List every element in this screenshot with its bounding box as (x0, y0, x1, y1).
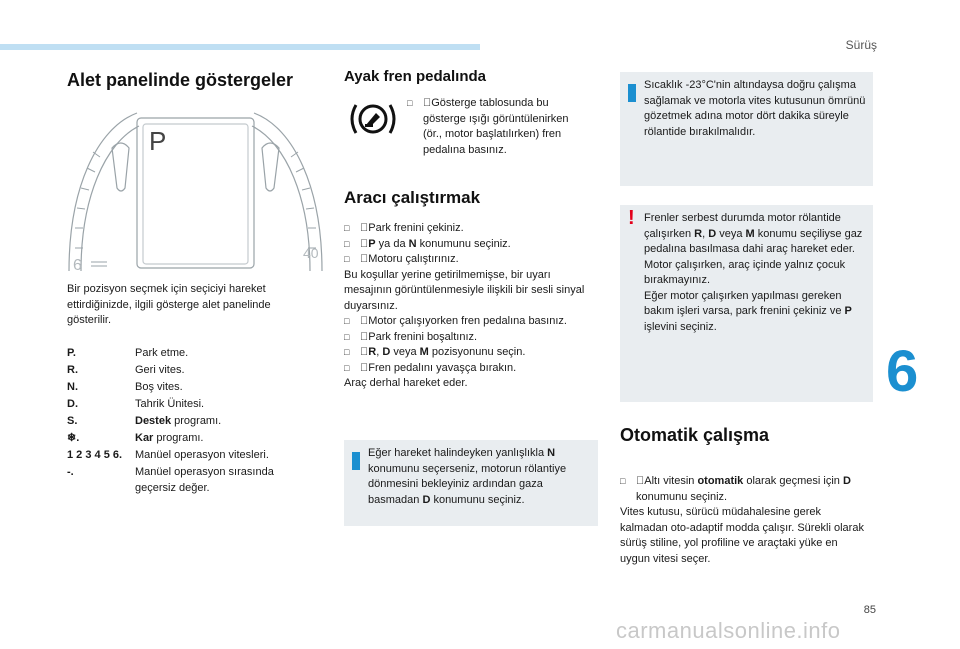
chapter-number: 6 (886, 339, 919, 404)
legend-row: -. Manüel operasyon sırasında geçersiz değer. (67, 466, 274, 494)
col1-intro: Bir pozisyon seçmek için seçiciyi hareket ettirdiğinizde, ilgili gösterge alet panelinde gösterilir. (67, 283, 271, 326)
warning-box (620, 205, 873, 402)
bullet-icon: □ (344, 331, 350, 342)
legend-row: D. Tahrik Ünitesi. (67, 398, 205, 410)
legend-row: P. Park etme. (67, 347, 189, 359)
bullet-icon: □ (344, 316, 350, 326)
brake-title: Ayak fren pedalında (344, 68, 486, 85)
bullet-icon: □ (344, 347, 350, 357)
page-number: 85 (863, 604, 876, 616)
info-icon (352, 452, 360, 470)
info-box-neutral (344, 440, 598, 526)
bullet-icon: □ (407, 98, 413, 108)
warning-icon: ! (628, 207, 635, 229)
bullet-icon: □ (344, 223, 350, 233)
chapter-tab (880, 336, 960, 440)
legend-row: 1 2 3 4 5 6. Manüel operasyon vitesleri. (67, 449, 269, 461)
col1-title: Alet panelinde göstergeler (67, 70, 294, 90)
bullet-icon: □ (620, 476, 626, 486)
start-steps: □ Park frenini çekiniz. □ P ya da N konumunu seçiniz. □ Motoru çalıştırınız. Bu koşullar yerine getirilmemişse, bir uyarı mesajının görüntülenmesiyle ilişkili bir sesli sinyal duyarsınız. □ Motor çalışıyorken fren pedalına basınız. □ Park frenini boşaltınız. □ R, D veya M pozisyonunu seçin. □ Fren pedalını yavaşça bırakın. Araç derhal hareket eder. (344, 222, 585, 389)
bullet-icon: □ (344, 238, 350, 249)
legend-row: N. Boş vites. (67, 381, 183, 393)
header-bar (0, 44, 480, 50)
watermark: carmanualsonline.info (616, 618, 841, 643)
info-text: Eğer hareket halindeyken yanlışlıkla N konumunu seçerseniz, motorun rölantiye dönmesini bekleyiniz ardından gaza basmadan D konumunu seçiniz. (368, 447, 567, 506)
bullet-icon: □ (344, 362, 350, 373)
gear-indicator-p: P (149, 126, 167, 156)
start-title: Aracı çalıştırmak (344, 188, 481, 207)
info-box-temperature (620, 72, 873, 186)
auto-text: □ Altı vitesin otomatik olarak geçmesi için D konumunu seçiniz. Vites kutusu, sürücü müdahalesine gerek kalmadan oto-adaptif modda çalışır. Sürekli olarak sürüş stiline, yol profiline ve araçtaki yüke en uygun vitesi seçer. (620, 475, 864, 565)
auto-title: Otomatik çalışma (620, 425, 770, 445)
warning-text: Frenler serbest durumda motor rölantide çalışırken R, D veya M konumu seçiliyse gaz pedalına basılmasa dahi araç hareket eder. Motor çalışırken, araç içinde yalnız çocuk bırakmayınız. Eğer motor çalışırken yapılması gereken bakım işleri varsa, park frenini çekiniz ve P işlevini seçiniz. (644, 212, 863, 333)
instrument-panel-illustration (67, 108, 324, 271)
gear-legend (67, 345, 307, 496)
brake-warning-icon (346, 97, 400, 141)
info-icon (628, 84, 636, 102)
legend-row: ❄. Kar programı. (67, 432, 204, 444)
legend-row: R. Geri vites. (67, 364, 185, 376)
bullet-icon: □ (344, 254, 350, 264)
legend-row: S. Destek programı. (67, 415, 222, 427)
brake-instruction: □ Gösterge tablosunda bu gösterge ışığı görüntülenirken (ör., motor başlatılırken) fren pedalına basınız. (407, 97, 569, 156)
section-label: Sürüş (845, 38, 877, 52)
info-text: Sıcaklık -23°C'nin altındaysa doğru çalışma sağlamak ve motorla vites kutusunun ömrünü gözetmek adına motor dört dakika süreyle rölantide bırakılmalıdır. (644, 79, 866, 138)
gauge-number-left: 6 (73, 257, 82, 271)
gauge-number-right: 40 (303, 245, 319, 261)
